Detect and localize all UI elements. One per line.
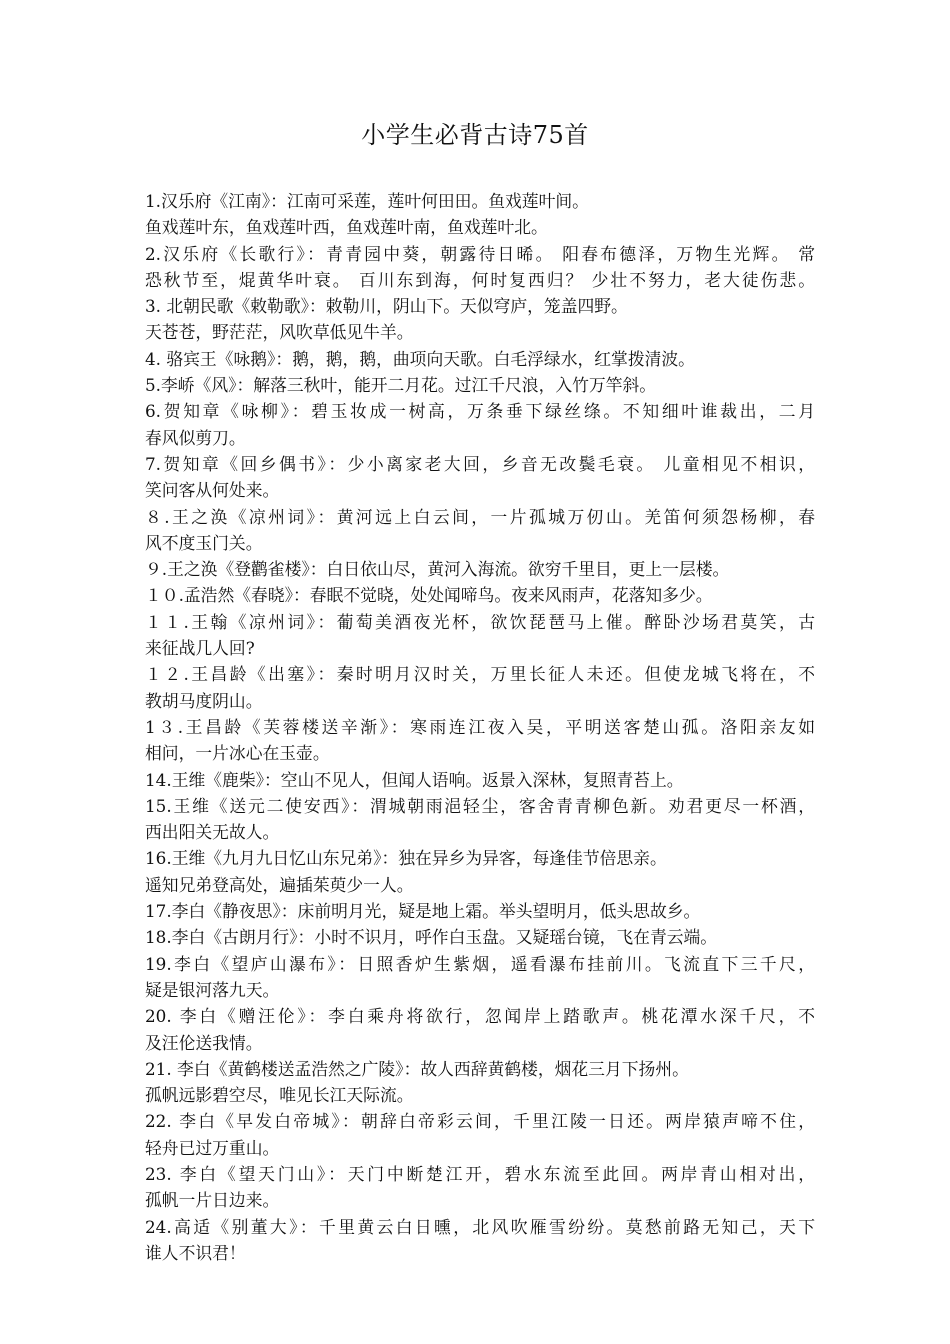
poem-line: 恐秋节至，焜黄华叶衰。 百川东到海，何时复西归？ 少壮不努力，老大徒伤悲。 <box>145 269 815 290</box>
poem-line: 21. 李白《黄鹤楼送孟浩然之广陵》：故人西辞黄鹤楼，烟花三月下扬州。 <box>145 1058 689 1079</box>
page-title: 小学生必背古诗75首 <box>361 121 589 149</box>
poem-list <box>145 188 815 1266</box>
poem-line: 鱼戏莲叶东，鱼戏莲叶西，鱼戏莲叶南，鱼戏莲叶北。 <box>145 217 548 238</box>
poem-line: 7.贺知章《回乡偶书》：少小离家老大回，乡音无改鬓毛衰。 儿童相见不相识， <box>145 453 815 474</box>
poem-line: 14.王维《鹿柴》：空山不见人，但闻人语响。返景入深林，复照青苔上。 <box>145 769 684 790</box>
poem-line: 疑是银河落九天。 <box>145 979 280 1000</box>
poem-line: 4. 骆宾王《咏鹅》：鹅，鹅，鹅，曲项向天歌。白毛浮绿水，红掌拨清波。 <box>145 348 695 369</box>
poem-line: ９.王之涣《登鹳雀楼》：白日依山尽，黄河入海流。欲穷千里目，更上一层楼。 <box>145 559 730 580</box>
poem-line: 来征战几人回? <box>145 638 255 659</box>
poem-line: 24.高适《别董大》：千里黄云白日曛，北风吹雁雪纷纷。莫愁前路无知己，天下 <box>145 1216 815 1237</box>
poem-line: 20. 李白《赠汪伦》：李白乘舟将欲行，忽闻岸上踏歌声。桃花潭水深千尺，不 <box>145 1006 815 1027</box>
poem-line: 谁人不识君！ <box>145 1242 246 1263</box>
poem-line: 18.李白《古朗月行》：小时不识月，呼作白玉盘。又疑瑶台镜，飞在青云端。 <box>145 927 718 948</box>
poem-line: 5.李峤《风》：解落三秋叶，能开二月花。过江千尺浪，入竹万竿斜。 <box>145 375 657 396</box>
poem-line: 6.贺知章《咏柳》：碧玉妆成一树高，万条垂下绿丝绦。不知细叶谁裁出，二月 <box>145 401 815 422</box>
poem-line: 1３.王昌龄《芙蓉楼送辛渐》：寒雨连江夜入吴，平明送客楚山孤。洛阳亲友如 <box>145 716 815 737</box>
poem-line: 23. 李白《望天门山》：天门中断楚江开，碧水东流至此回。两岸青山相对出， <box>145 1163 815 1184</box>
poem-line: 及汪伦送我情。 <box>145 1032 263 1053</box>
poem-line: 天苍苍，野茫茫，风吹草低见牛羊。 <box>145 322 414 343</box>
poem-line: １１.王翰《凉州词》：葡萄美酒夜光杯，欲饮琵琶马上催。醉卧沙场君莫笑，古 <box>145 611 815 632</box>
poem-line: 西出阳关无故人。 <box>145 822 280 843</box>
poem-line: 孤帆远影碧空尽，唯见长江天际流。 <box>145 1085 414 1106</box>
poem-line: 17.李白《静夜思》：床前明月光，疑是地上霜。举头望明月，低头思故乡。 <box>145 901 701 922</box>
poem-line: ８.王之涣《凉州词》：黄河远上白云间，一片孤城万仞山。羌笛何须怨杨柳，春 <box>145 506 815 527</box>
poem-line: 笑问客从何处来。 <box>145 480 280 501</box>
poem-line: 风不度玉门关。 <box>145 532 263 553</box>
poem-line: １２.王昌龄《出塞》：秦时明月汉时关，万里长征人未还。但使龙城飞将在，不 <box>145 664 815 685</box>
poem-line: 19.李白《望庐山瀑布》：日照香炉生紫烟，遥看瀑布挂前川。飞流直下三千尺， <box>145 953 815 974</box>
poem-line: １０.孟浩然《春晓》：春眠不觉晓，处处闻啼鸟。夜来风雨声，花落知多少。 <box>145 585 713 606</box>
poem-line: 轻舟已过万重山。 <box>145 1137 280 1158</box>
poem-line: 教胡马度阴山。 <box>145 690 263 711</box>
poem-line: 3. 北朝民歌《敕勒歌》：敕勒川，阴山下。天似穹庐，笼盖四野。 <box>145 296 628 317</box>
poem-line: 16.王维《九月九日忆山东兄弟》：独在异乡为异客，每逢佳节倍思亲。 <box>145 848 667 869</box>
poem-line: 孤帆一片日边来。 <box>145 1190 280 1211</box>
poem-line: 相问，一片冰心在玉壶。 <box>145 743 330 764</box>
poem-line: 遥知兄弟登高处，遍插茱萸少一人。 <box>145 874 414 895</box>
poem-line: 春风似剪刀。 <box>145 427 246 448</box>
poem-line: 2.汉乐府《长歌行》：青青园中葵，朝露待日晞。 阳春布德泽，万物生光辉。 常 <box>145 243 815 264</box>
poem-line: 15.王维《送元二使安西》：渭城朝雨浥轻尘，客舍青青柳色新。劝君更尽一杯酒， <box>145 795 815 816</box>
poem-line: 1.汉乐府《江南》：江南可采莲，莲叶何田田。鱼戏莲叶间。 <box>145 191 589 211</box>
poem-line: 22. 李白《早发白帝城》：朝辞白帝彩云间，千里江陵一日还。两岸猿声啼不住， <box>145 1111 815 1132</box>
